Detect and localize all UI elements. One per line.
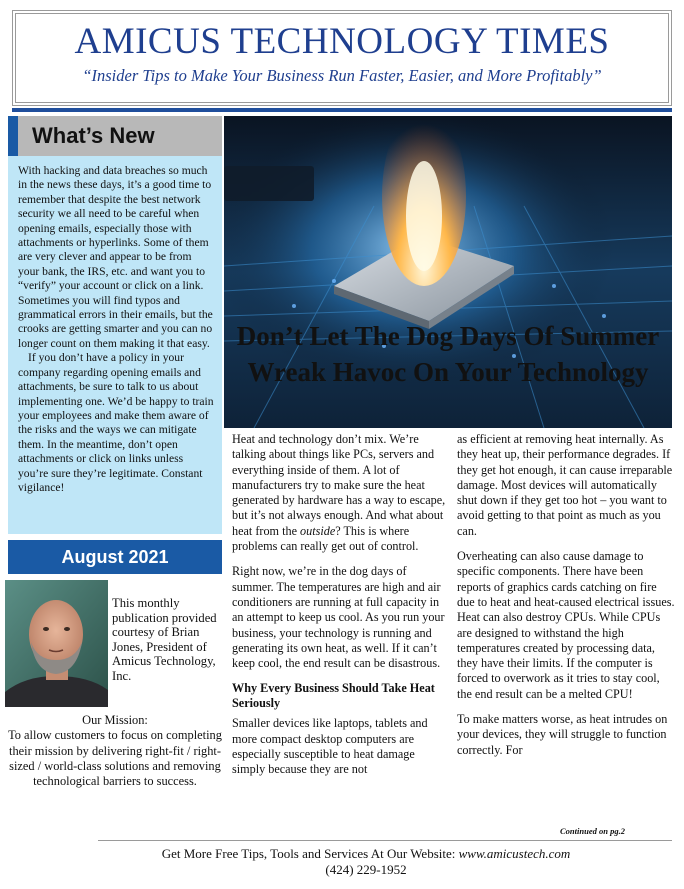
article-text: ? This is where problems can really get out of control. <box>232 523 419 554</box>
article-paragraph: Overheating can also cause damage to specific components. There have been reports of graphics cards catching on fire due to heat and heat-caused electrical issues. Heat can also destroy CPUs. While CPUs are designed to withstand the high temperatures created by processing data, they have their limits. If the computer is forced to overwork as it tries to stay cool, the end result can be a melted CPU! <box>457 549 675 701</box>
footer-phone: (424) 229-1952 <box>325 862 407 877</box>
article-paragraph: Smaller devices like laptops, tablets and more compact desktop computers are especially susceptible to heat damage simply because they are not <box>232 716 428 777</box>
newsletter-tagline: “Insider Tips to Make Your Business Run Faster, Easier, and More Profitably” <box>82 66 602 85</box>
author-portrait-image <box>5 580 108 707</box>
website-link[interactable]: www.amicustech.com <box>458 846 571 861</box>
whats-new-box <box>8 156 222 534</box>
whats-new-heading: What’s New <box>8 116 222 156</box>
whats-new-paragraph: If you don’t have a policy in your company regarding opening emails and attachments, be sure to talk to us about implementing one. We’d be happy to train your employees and make them aware of the risks and the ways we can mitigate them. In the meantime, don’t open attachments or click on links unless you’re sure they’re legitimate. Constant vigilance! <box>18 351 214 494</box>
mission-title: Our Mission: <box>82 713 148 727</box>
article-subhead: Why Every Business Should Take Heat Seriously <box>232 681 435 711</box>
footer-cta: Get More Free Tips, Tools and Services At Our Website: <box>161 846 459 861</box>
mission-text: To allow customers to focus on completing their mission by delivering right-fit / right-sized / world-class solutions and removing technological barriers to success. <box>8 728 222 789</box>
footer-website-line <box>60 846 672 862</box>
article-emphasis: outside <box>300 523 336 538</box>
author-photo <box>5 580 108 707</box>
article-column-2 <box>457 432 675 768</box>
publication-credit: This monthly publication provided courtesy of Brian Jones, President of Amicus Technology, Inc. <box>112 596 217 683</box>
footer-rule <box>98 840 672 841</box>
whats-new-paragraph: With hacking and data breaches so much in the news these days, it’s a good time to remember that despite the best network security we all need to be careful when opening emails, especially those with attachments or hyperlinks. Some of them are very clever and appear to be from your bank, the IRS, etc. and want you to “verify” your account or click on a link. Sometimes you will find typos and grammatical errors in their emails, but the crooks are getting smarter and you can no longer count on them making it that easy. <box>18 164 213 350</box>
masthead-rule <box>12 108 672 112</box>
mission-statement <box>8 713 222 789</box>
masthead-frame <box>15 13 669 103</box>
article-paragraph: Right now, we’re in the dog days of summer. The temperatures are high and air conditioners are running at full capacity in an attempt to keep us cool. As you run your business, your technology is running and generating its own heat, as well. If it can’t keep cool, the end result can be disastrous. <box>232 564 445 671</box>
masthead <box>12 10 672 106</box>
article-text: Heat and technology don’t mix. We’re talking about things like PCs, servers and everything inside of them. A lot of manufacturers try to make sure the heat generated by hardware has a way to escape, but it’s not always enough. And what about heat from the <box>232 432 446 538</box>
article-headline: Don’t Let The Dog Days Of Summer Wreak Havoc On Your Technology <box>236 321 660 387</box>
newsletter-title: AMICUS TECHNOLOGY TIMES <box>74 21 610 62</box>
article-column-1 <box>232 432 450 788</box>
continued-note: Continued on pg.2 <box>560 826 625 836</box>
article-paragraph: as efficient at removing heat internally. As they heat up, their performance degrades. If they get hot enough, it can cause irreparable damage. Most devices will automatically shut down if they get too hot – you want to avoid getting to that point as much as you can. <box>457 432 673 538</box>
article-paragraph <box>232 432 450 554</box>
issue-date: August 2021 <box>8 540 222 574</box>
article-paragraph: To make matters worse, as heat intrudes on your devices, they will struggle to function correctly. For <box>457 712 668 757</box>
footer <box>60 846 672 878</box>
